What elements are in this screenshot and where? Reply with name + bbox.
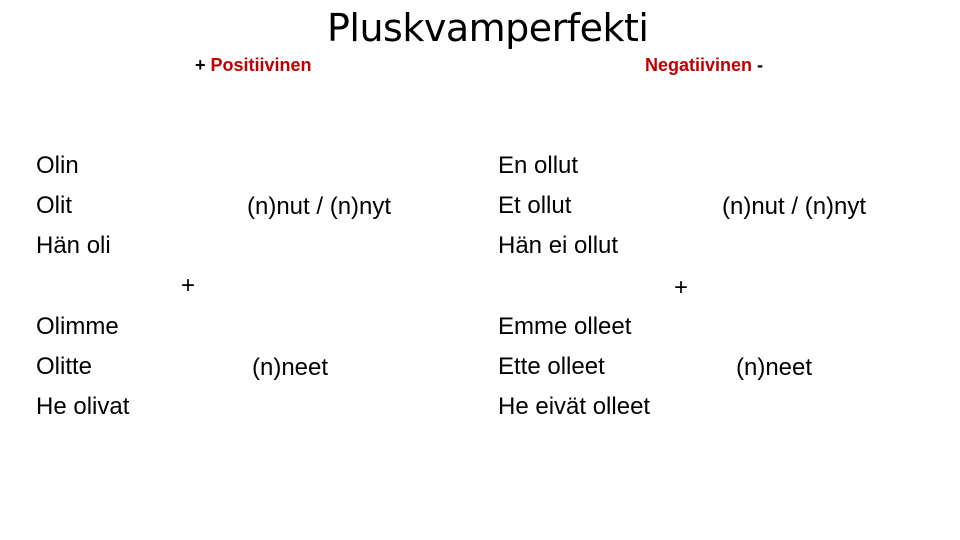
negative-singular-item: Et ollut bbox=[498, 192, 572, 219]
positive-sign: + bbox=[195, 55, 206, 75]
negative-plural-item: He eivät olleet bbox=[498, 393, 651, 420]
positive-plus-sign: + bbox=[181, 272, 196, 299]
negative-label bbox=[645, 55, 763, 76]
positive-label bbox=[195, 55, 312, 76]
negative-singular-item: En ollut bbox=[498, 152, 579, 179]
positive-plural-ending: (n)neet bbox=[252, 354, 329, 381]
page-title: Pluskvamperfekti bbox=[327, 6, 649, 50]
positive-singular-item: Olin bbox=[36, 152, 79, 179]
positive-singular-list bbox=[36, 146, 111, 266]
positive-plural-item: Olitte bbox=[36, 353, 93, 380]
positive-plural-list bbox=[36, 307, 129, 427]
positive-singular-item: Olit bbox=[36, 192, 72, 219]
negative-singular-list bbox=[498, 146, 618, 266]
positive-singular-item: Hän oli bbox=[36, 232, 111, 259]
positive-singular-ending: (n)nut / (n)nyt bbox=[247, 193, 392, 220]
negative-plus-sign: + bbox=[674, 274, 689, 301]
positive-plural-item: Olimme bbox=[36, 313, 119, 340]
positive-label-text: Positiivinen bbox=[210, 55, 312, 75]
negative-singular-ending: (n)nut / (n)nyt bbox=[722, 193, 867, 220]
negative-plural-item: Emme olleet bbox=[498, 313, 632, 340]
negative-sign: - bbox=[757, 55, 764, 75]
negative-singular-item: Hän ei ollut bbox=[498, 232, 619, 259]
negative-plural-item: Ette olleet bbox=[498, 353, 605, 380]
positive-plural-item: He olivat bbox=[36, 393, 130, 420]
negative-label-text: Negatiivinen bbox=[645, 55, 753, 75]
negative-plural-ending: (n)neet bbox=[736, 354, 813, 381]
negative-plural-list bbox=[498, 307, 650, 427]
